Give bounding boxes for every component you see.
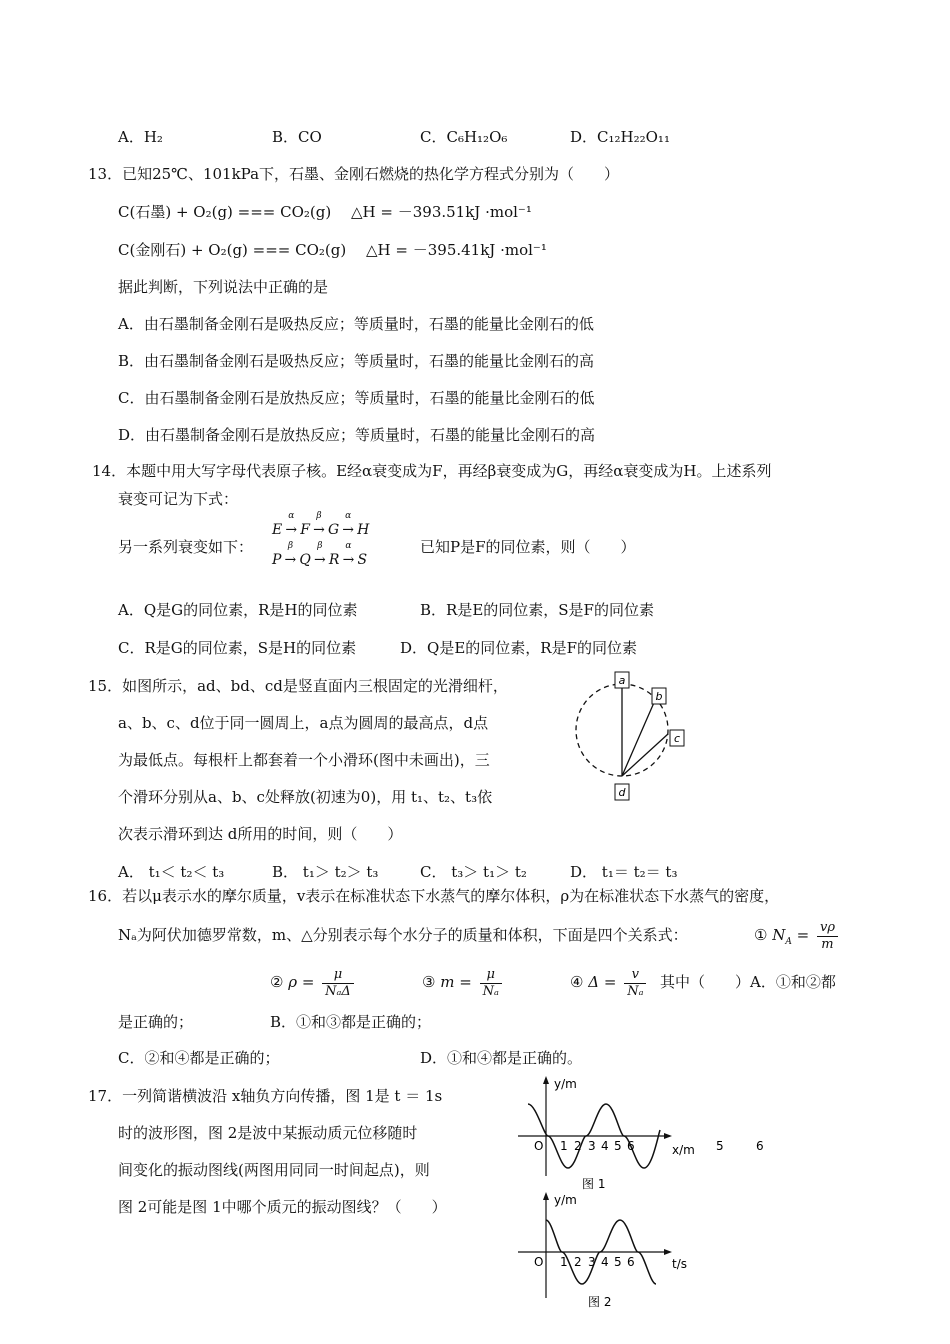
- decay-type-label: α: [345, 511, 352, 521]
- figure-caption: 图 1: [582, 1177, 606, 1191]
- origin-label: O: [534, 1139, 544, 1153]
- q15-option-a: A． t₁＜ t₂＜ t₃: [118, 863, 225, 881]
- x-tick-label: 1: [560, 1139, 568, 1153]
- x-tick-label: 2: [574, 1139, 582, 1153]
- formula-lhs-subscript: A: [785, 937, 792, 947]
- q16-option-d: D．①和④都是正确的。: [420, 1049, 583, 1067]
- q13-option-a: A．由石墨制备金刚石是吸热反应；等质量时，石墨的能量比金刚石的低: [118, 315, 594, 333]
- formula-fraction: [322, 967, 354, 1000]
- t-tick-label: 2: [574, 1255, 582, 1269]
- q17-figure1-waveform: [510, 1074, 790, 1198]
- q16-formula-3: ③ m = $\frac{\mu}{\text{Nₐ}}$: [422, 964, 505, 1000]
- x-tick-label: 5: [614, 1139, 622, 1153]
- y-axis-label: y/m: [554, 1193, 577, 1207]
- point-label-b: b: [655, 690, 663, 703]
- q14-option-b: B．R是E的同位素，S是F的同位素: [420, 601, 654, 619]
- formula-lhs: ρ: [288, 973, 298, 991]
- rod-bd: [622, 698, 656, 776]
- q12-option-a: A．H₂: [118, 128, 163, 146]
- origin-label: O: [534, 1255, 544, 1269]
- q16-option-c: C．②和④都是正确的；: [118, 1049, 280, 1067]
- t-tick-label: 4: [601, 1255, 609, 1269]
- fraction-denominator: Nₐ: [627, 983, 644, 999]
- q15-circle-diagram: [560, 668, 700, 808]
- fraction-denominator: NₐΔ: [325, 983, 351, 999]
- q15-line2: a、b、c、d位于同一圆周上，a点为圆周的最高点，d点: [118, 714, 489, 732]
- formula-fraction: [480, 967, 502, 1000]
- t-tick-label: 3: [588, 1255, 596, 1269]
- chain-node: S: [357, 552, 368, 568]
- q17-line4: 图 2可能是图 1中哪个质元的振动图线？（ ）: [118, 1198, 447, 1216]
- formula-lhs: N: [772, 926, 786, 944]
- formula-mark: ③: [422, 973, 436, 991]
- x-tick-label: 4: [601, 1139, 609, 1153]
- x-tick-label: 6: [627, 1139, 635, 1153]
- q16-formula-2: ② ρ = $\frac{\mu}{\text{NₐΔ}}$: [270, 964, 357, 1000]
- q15-line5: 次表示滑环到达 d所用的时间，则（ ）: [118, 825, 403, 843]
- formula-lhs: Δ: [588, 973, 600, 991]
- y-axis-label: y/m: [554, 1077, 577, 1091]
- decay-arrow: α →: [339, 552, 357, 568]
- q16-option-b: B．①和③都是正确的；: [270, 1013, 432, 1031]
- q14-stem-line1: 14．本题中用大写字母代表原子核。E经α衰变成为F，再经β衰变成为G，再经α衰变成为H。上述系列: [92, 462, 772, 480]
- q16-line4-start: 是正确的；: [118, 1013, 194, 1031]
- t-axis-label: t/s: [672, 1257, 687, 1271]
- q16-formula-4: ④ Δ = $\frac{v}{\text{Nₐ}}$: [570, 964, 649, 1000]
- q16-tail: 其中（ ）A．①和②都: [660, 973, 836, 991]
- decay-arrow: β →: [311, 552, 329, 568]
- q12-option-b: B．CO: [272, 128, 322, 146]
- formula-mark: ②: [270, 973, 284, 991]
- q13-option-b: B．由石墨制备金刚石是吸热反应；等质量时，石墨的能量比金刚石的高: [118, 352, 595, 370]
- q14-series-label: 另一系列衰变如下：: [118, 538, 254, 556]
- q16-line2: Nₐ为阿伏加德罗常数，m、△分别表示每个水分子的质量和体积，下面是四个关系式：: [118, 926, 688, 944]
- q14-stem-line2: 衰变可记为下式：: [118, 490, 239, 508]
- q15-option-b: B． t₁＞ t₂＞ t₃: [272, 863, 379, 881]
- fraction-numerator: μ: [322, 967, 354, 984]
- point-label-c: c: [673, 732, 681, 745]
- decay-chain-efgh: [272, 511, 370, 538]
- q16-formula-1: ① $N_A$ = $\frac{v\rho}{m}$: [754, 918, 841, 959]
- q13-option-d: D．由石墨制备金刚石是放热反应；等质量时，石墨的能量比金刚石的高: [118, 426, 596, 444]
- vibration-curve: [546, 1220, 656, 1284]
- q17-line1: 17．一列简谐横波沿 x轴负方向传播，图 1是 t ＝ 1s: [88, 1087, 443, 1105]
- decay-arrow: α →: [282, 522, 300, 538]
- q15-option-c: C． t₃＞ t₁＞ t₂: [420, 863, 527, 881]
- q17-line3: 间变化的振动图线(两图用同同一时间起点)，则: [118, 1161, 430, 1179]
- t-tick-label: 6: [627, 1255, 635, 1269]
- formula-lhs: m: [440, 973, 455, 991]
- decay-type-label: β: [287, 541, 294, 551]
- y-axis-arrow-icon: [543, 1192, 549, 1200]
- y-axis-arrow-icon: [543, 1076, 549, 1084]
- stray-label: 6: [756, 1139, 764, 1153]
- chain-node: G: [327, 522, 340, 538]
- formula-fraction: [817, 920, 838, 953]
- formula-mark: ①: [754, 926, 768, 944]
- decay-type-label: β: [317, 541, 323, 551]
- figure-caption: 图 2: [588, 1295, 612, 1309]
- q15-line4: 个滑环分别从a、b、c处释放(初速为0)，用 t₁、t₂、t₃依: [118, 788, 493, 806]
- chain-node: F: [300, 522, 310, 538]
- chain-node: P: [272, 552, 282, 568]
- q12-option-d: D．C₁₂H₂₂O₁₁: [570, 128, 670, 146]
- q15-line1: 15．如图所示，ad、bd、cd是竖直面内三根固定的光滑细杆，: [88, 677, 508, 695]
- q16-line1: 16．若以μ表示水的摩尔质量，v表示在标准状态下水蒸气的摩尔体积，ρ为在标准状态下水蒸气的密度，: [88, 887, 780, 905]
- q14-option-d: D．Q是E的同位素，R是F的同位素: [400, 639, 637, 657]
- fraction-numerator: v: [624, 967, 646, 984]
- q14-option-a: A．Q是G的同位素，R是H的同位素: [118, 601, 358, 619]
- t-tick-label: 1: [560, 1255, 568, 1269]
- point-label-a: a: [618, 674, 626, 687]
- fraction-numerator: vρ: [817, 920, 838, 937]
- point-label-d: d: [618, 786, 626, 799]
- decay-arrow: β →: [281, 552, 299, 568]
- decay-type-label: α: [288, 511, 295, 521]
- decay-type-label: α: [345, 541, 352, 551]
- decay-chain-pqrs: [272, 541, 368, 568]
- formula-mark: ④: [570, 973, 584, 991]
- chain-node: E: [272, 522, 283, 538]
- fraction-denominator: Nₐ: [482, 983, 499, 999]
- q12-option-c: C．C₆H₁₂O₆: [420, 128, 508, 146]
- stray-label: 5: [716, 1139, 724, 1153]
- q13-equation-graphite: C(石墨) + O₂(g) === CO₂(g) △H = －393.51kJ ·mol⁻¹: [118, 203, 532, 221]
- q13-stem: 13．已知25℃、101kPa下，石墨、金刚石燃烧的热化学方程式分别为（ ）: [88, 165, 620, 183]
- chain-node: R: [328, 552, 340, 568]
- t-axis-arrow-icon: [664, 1249, 672, 1255]
- formula-fraction: [624, 967, 646, 1000]
- decay-type-label: β: [316, 511, 322, 521]
- x-tick-label: 3: [588, 1139, 596, 1153]
- q15-option-d: D． t₁＝ t₂＝ t₃: [570, 863, 678, 881]
- x-axis-arrow-icon: [664, 1133, 672, 1139]
- chain-node: H: [357, 522, 370, 538]
- q17-line2: 时的波形图，图 2是波中某振动质元位移随时: [118, 1124, 418, 1142]
- q15-line3: 为最低点。每根杆上都套着一个小滑环(图中未画出)，三: [118, 751, 490, 769]
- x-axis-label: x/m: [672, 1143, 695, 1157]
- q17-figure2-vibration: [510, 1188, 710, 1316]
- decay-arrow: β →: [310, 522, 328, 538]
- t-tick-label: 5: [614, 1255, 622, 1269]
- fraction-denominator: m: [821, 936, 834, 952]
- q13-equation-diamond: C(金刚石) + O₂(g) === CO₂(g) △H = －395.41kJ ·mol⁻¹: [118, 241, 547, 259]
- fraction-numerator: μ: [480, 967, 502, 984]
- chain-node: Q: [299, 552, 311, 568]
- q14-known-condition: 已知P是F的同位素，则（ ）: [420, 538, 636, 556]
- q13-prompt: 据此判断，下列说法中正确的是: [118, 278, 329, 296]
- q14-option-c: C．R是G的同位素，S是H的同位素: [118, 639, 357, 657]
- decay-arrow: α →: [339, 522, 357, 538]
- q13-option-c: C．由石墨制备金刚石是放热反应；等质量时，石墨的能量比金刚石的低: [118, 389, 595, 407]
